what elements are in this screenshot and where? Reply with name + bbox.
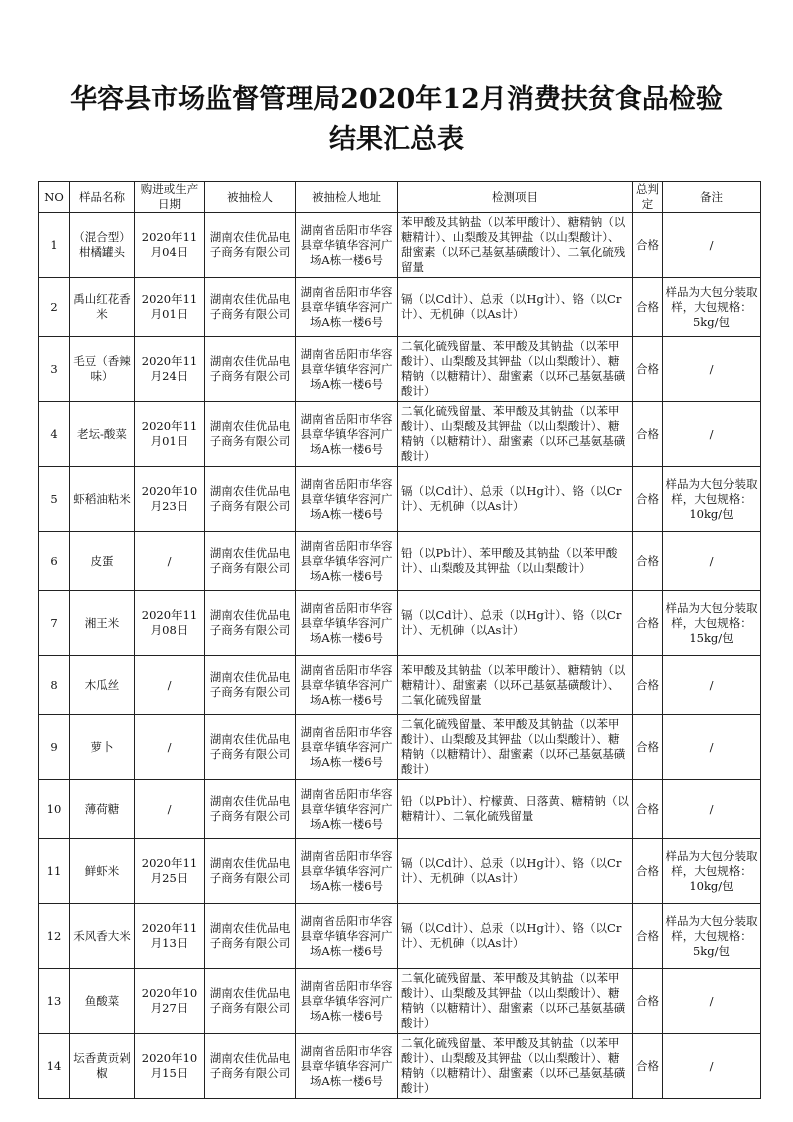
cell-date: 2020年10月27日 — [135, 969, 205, 1034]
cell-no: 7 — [39, 591, 70, 656]
table-row — [39, 839, 761, 904]
cell-result: 合格 — [633, 839, 663, 904]
cell-no: 13 — [39, 969, 70, 1034]
cell-result: 合格 — [633, 591, 663, 656]
test-items-text: 苯甲酸及其钠盐（以苯甲酸计）、糖精钠（以糖精计）、山梨酸及其钾盐（以山梨酸计）、甜蜜素（以环己基氨基磺酸计）、二氧化硫残留量 — [401, 215, 626, 274]
title-line-1: 华容县市场监督管理局2020年12月消费扶贫食品检验 — [70, 84, 723, 115]
cell-company: 湖南农佳优品电子商务有限公司 — [205, 467, 296, 532]
cell-sample-name: 薄荷糖 — [70, 780, 135, 839]
cell-date: 2020年11月24日 — [135, 337, 205, 402]
test-items-text: 铅（以Pb计）、苯甲酸及其钠盐（以苯甲酸计）、山梨酸及其钾盐（以山梨酸计） — [401, 546, 618, 575]
address-text: 湖南省岳阳市华容县章华镇华容河广场A栋一楼6号 — [300, 346, 393, 391]
cell-address — [296, 904, 398, 969]
cell-sample-name: 虾稻油粘米 — [70, 467, 135, 532]
address-text: 湖南省岳阳市华容县章华镇华容河广场A栋一楼6号 — [300, 222, 393, 267]
test-items-text: 苯甲酸及其钠盐（以苯甲酸计）、糖精钠（以糖精计）、甜蜜素（以环己基氨基磺酸计）、二氧化硫残留量 — [401, 662, 626, 707]
address-text: 湖南省岳阳市华容县章华镇华容河广场A栋一楼6号 — [300, 1043, 393, 1088]
cell-address — [296, 532, 398, 591]
cell-note: / — [663, 780, 761, 839]
cell-no: 11 — [39, 839, 70, 904]
cell-test-items — [398, 969, 633, 1034]
address-text: 湖南省岳阳市华容县章华镇华容河广场A栋一楼6号 — [300, 913, 393, 958]
cell-date: 2020年11月01日 — [135, 278, 205, 337]
table-header-row — [39, 182, 761, 213]
cell-note: / — [663, 656, 761, 715]
cell-test-items — [398, 656, 633, 715]
test-items-text: 二氧化硫残留量、苯甲酸及其钠盐（以苯甲酸计）、山梨酸及其钾盐（以山梨酸计）、糖精钠（以糖精计）、甜蜜素（以环己基氨基磺酸计） — [401, 339, 626, 398]
header-date: 购进或生产日期 — [135, 182, 205, 213]
header-sample-name: 样品名称 — [70, 182, 135, 213]
cell-date: 2020年11月08日 — [135, 591, 205, 656]
cell-test-items — [398, 532, 633, 591]
cell-company: 湖南农佳优品电子商务有限公司 — [205, 715, 296, 780]
cell-address — [296, 1034, 398, 1099]
cell-result: 合格 — [633, 969, 663, 1034]
cell-date: 2020年11月04日 — [135, 213, 205, 278]
cell-sample-name: 萝卜 — [70, 715, 135, 780]
cell-company: 湖南农佳优品电子商务有限公司 — [205, 839, 296, 904]
cell-test-items — [398, 213, 633, 278]
test-items-text: 二氧化硫残留量、苯甲酸及其钠盐（以苯甲酸计）、山梨酸及其钾盐（以山梨酸计）、糖精钠（以糖精计）、甜蜜素（以环己基氨基磺酸计） — [401, 971, 626, 1030]
header-no: NO — [39, 182, 70, 213]
address-text: 湖南省岳阳市华容县章华镇华容河广场A栋一楼6号 — [300, 538, 393, 583]
cell-date: / — [135, 780, 205, 839]
cell-note: / — [663, 213, 761, 278]
cell-note: 样品为大包分装取样，大包规格：10kg/包 — [663, 839, 761, 904]
table-row — [39, 467, 761, 532]
cell-address — [296, 715, 398, 780]
address-text: 湖南省岳阳市华容县章华镇华容河广场A栋一楼6号 — [300, 662, 393, 707]
cell-test-items — [398, 839, 633, 904]
header-test-items: 检测项目 — [398, 182, 633, 213]
cell-company: 湖南农佳优品电子商务有限公司 — [205, 904, 296, 969]
cell-date: 2020年10月15日 — [135, 1034, 205, 1099]
table-row — [39, 591, 761, 656]
cell-address — [296, 839, 398, 904]
cell-company: 湖南农佳优品电子商务有限公司 — [205, 780, 296, 839]
cell-no: 3 — [39, 337, 70, 402]
cell-no: 12 — [39, 904, 70, 969]
cell-result: 合格 — [633, 656, 663, 715]
cell-result: 合格 — [633, 1034, 663, 1099]
cell-result: 合格 — [633, 780, 663, 839]
cell-address — [296, 337, 398, 402]
cell-test-items — [398, 591, 633, 656]
table-row — [39, 278, 761, 337]
cell-sample-name: 木瓜丝 — [70, 656, 135, 715]
test-items-text: 镉（以Cd计）、总汞（以Hg计）、铬（以Cr计）、无机砷（以As计） — [401, 484, 622, 513]
cell-test-items — [398, 337, 633, 402]
cell-sample-name: 皮蛋 — [70, 532, 135, 591]
cell-test-items — [398, 467, 633, 532]
table-row — [39, 532, 761, 591]
cell-note: / — [663, 337, 761, 402]
cell-no: 10 — [39, 780, 70, 839]
test-items-text: 镉（以Cd计）、总汞（以Hg计）、铬（以Cr计）、无机砷（以As计） — [401, 856, 622, 885]
address-text: 湖南省岳阳市华容县章华镇华容河广场A栋一楼6号 — [300, 848, 393, 893]
cell-company: 湖南农佳优品电子商务有限公司 — [205, 969, 296, 1034]
test-items-text: 二氧化硫残留量、苯甲酸及其钠盐（以苯甲酸计）、山梨酸及其钾盐（以山梨酸计）、糖精钠（以糖精计）、甜蜜素（以环己基氨基磺酸计） — [401, 1036, 626, 1095]
cell-test-items — [398, 1034, 633, 1099]
cell-result: 合格 — [633, 715, 663, 780]
address-text: 湖南省岳阳市华容县章华镇华容河广场A栋一楼6号 — [300, 600, 393, 645]
table-row — [39, 969, 761, 1034]
cell-sample-name: 湘王米 — [70, 591, 135, 656]
test-items-text: 镉（以Cd计）、总汞（以Hg计）、铬（以Cr计）、无机砷（以As计） — [401, 608, 622, 637]
cell-company: 湖南农佳优品电子商务有限公司 — [205, 591, 296, 656]
cell-sample-name: （混合型）柑橘罐头 — [70, 213, 135, 278]
cell-note: / — [663, 1034, 761, 1099]
header-note: 备注 — [663, 182, 761, 213]
cell-test-items — [398, 278, 633, 337]
cell-note: 样品为大包分装取样，大包规格：5kg/包 — [663, 278, 761, 337]
cell-no: 6 — [39, 532, 70, 591]
cell-test-items — [398, 402, 633, 467]
address-text: 湖南省岳阳市华容县章华镇华容河广场A栋一楼6号 — [300, 978, 393, 1023]
cell-no: 5 — [39, 467, 70, 532]
header-company: 被抽检人 — [205, 182, 296, 213]
address-text: 湖南省岳阳市华容县章华镇华容河广场A栋一楼6号 — [300, 724, 393, 769]
cell-result: 合格 — [633, 467, 663, 532]
cell-note: / — [663, 715, 761, 780]
cell-company: 湖南农佳优品电子商务有限公司 — [205, 656, 296, 715]
cell-date: / — [135, 532, 205, 591]
cell-address — [296, 969, 398, 1034]
cell-company: 湖南农佳优品电子商务有限公司 — [205, 278, 296, 337]
cell-sample-name: 禹山红花香米 — [70, 278, 135, 337]
cell-no: 9 — [39, 715, 70, 780]
test-items-text: 镉（以Cd计）、总汞（以Hg计）、铬（以Cr计）、无机砷（以As计） — [401, 921, 622, 950]
cell-sample-name: 鲜虾米 — [70, 839, 135, 904]
address-text: 湖南省岳阳市华容县章华镇华容河广场A栋一楼6号 — [300, 411, 393, 456]
cell-address — [296, 402, 398, 467]
cell-company: 湖南农佳优品电子商务有限公司 — [205, 402, 296, 467]
cell-date: 2020年11月13日 — [135, 904, 205, 969]
address-text: 湖南省岳阳市华容县章华镇华容河广场A栋一楼6号 — [300, 284, 393, 329]
cell-sample-name: 鱼酸菜 — [70, 969, 135, 1034]
page-title — [0, 80, 793, 160]
header-result: 总判定 — [633, 182, 663, 213]
cell-test-items — [398, 780, 633, 839]
cell-company: 湖南农佳优品电子商务有限公司 — [205, 213, 296, 278]
table-row — [39, 656, 761, 715]
cell-result: 合格 — [633, 904, 663, 969]
cell-note: / — [663, 969, 761, 1034]
cell-note: 样品为大包分装取样，大包规格：10kg/包 — [663, 467, 761, 532]
test-items-text: 二氧化硫残留量、苯甲酸及其钠盐（以苯甲酸计）、山梨酸及其钾盐（以山梨酸计）、糖精钠（以糖精计）、甜蜜素（以环己基氨基磺酸计） — [401, 717, 626, 776]
cell-sample-name: 坛香黄贡剁椒 — [70, 1034, 135, 1099]
cell-address — [296, 591, 398, 656]
cell-address — [296, 278, 398, 337]
cell-result: 合格 — [633, 337, 663, 402]
cell-result: 合格 — [633, 532, 663, 591]
cell-no: 14 — [39, 1034, 70, 1099]
cell-sample-name: 毛豆（香辣味） — [70, 337, 135, 402]
cell-no: 2 — [39, 278, 70, 337]
address-text: 湖南省岳阳市华容县章华镇华容河广场A栋一楼6号 — [300, 476, 393, 521]
table-row — [39, 337, 761, 402]
cell-company: 湖南农佳优品电子商务有限公司 — [205, 1034, 296, 1099]
test-items-text: 镉（以Cd计）、总汞（以Hg计）、铬（以Cr计）、无机砷（以As计） — [401, 292, 622, 321]
cell-note: / — [663, 532, 761, 591]
cell-company: 湖南农佳优品电子商务有限公司 — [205, 532, 296, 591]
table-row — [39, 1034, 761, 1099]
table-row — [39, 715, 761, 780]
cell-note: 样品为大包分装取样，大包规格：5kg/包 — [663, 904, 761, 969]
cell-result: 合格 — [633, 402, 663, 467]
table-row — [39, 213, 761, 278]
cell-address — [296, 780, 398, 839]
cell-no: 1 — [39, 213, 70, 278]
test-items-text: 铅（以Pb计）、柠檬黄、日落黄、糖精钠（以糖精计）、二氧化硫残留量 — [401, 794, 629, 823]
cell-address — [296, 467, 398, 532]
cell-date: 2020年11月25日 — [135, 839, 205, 904]
cell-date: / — [135, 715, 205, 780]
table-row — [39, 904, 761, 969]
cell-no: 4 — [39, 402, 70, 467]
test-items-text: 二氧化硫残留量、苯甲酸及其钠盐（以苯甲酸计）、山梨酸及其钾盐（以山梨酸计）、糖精钠（以糖精计）、甜蜜素（以环己基氨基磺酸计） — [401, 404, 626, 463]
cell-test-items — [398, 715, 633, 780]
cell-no: 8 — [39, 656, 70, 715]
cell-date: / — [135, 656, 205, 715]
address-text: 湖南省岳阳市华容县章华镇华容河广场A栋一楼6号 — [300, 786, 393, 831]
cell-sample-name: 老坛-酸菜 — [70, 402, 135, 467]
title-line-2: 结果汇总表 — [329, 124, 464, 155]
cell-address — [296, 656, 398, 715]
cell-company: 湖南农佳优品电子商务有限公司 — [205, 337, 296, 402]
cell-note: / — [663, 402, 761, 467]
results-table — [38, 181, 761, 1099]
cell-date: 2020年10月23日 — [135, 467, 205, 532]
cell-result: 合格 — [633, 213, 663, 278]
header-address: 被抽检人地址 — [296, 182, 398, 213]
cell-test-items — [398, 904, 633, 969]
cell-note: 样品为大包分装取样，大包规格：15kg/包 — [663, 591, 761, 656]
cell-result: 合格 — [633, 278, 663, 337]
cell-address — [296, 213, 398, 278]
table-row — [39, 780, 761, 839]
table-row — [39, 402, 761, 467]
cell-sample-name: 禾风香大米 — [70, 904, 135, 969]
cell-date: 2020年11月01日 — [135, 402, 205, 467]
